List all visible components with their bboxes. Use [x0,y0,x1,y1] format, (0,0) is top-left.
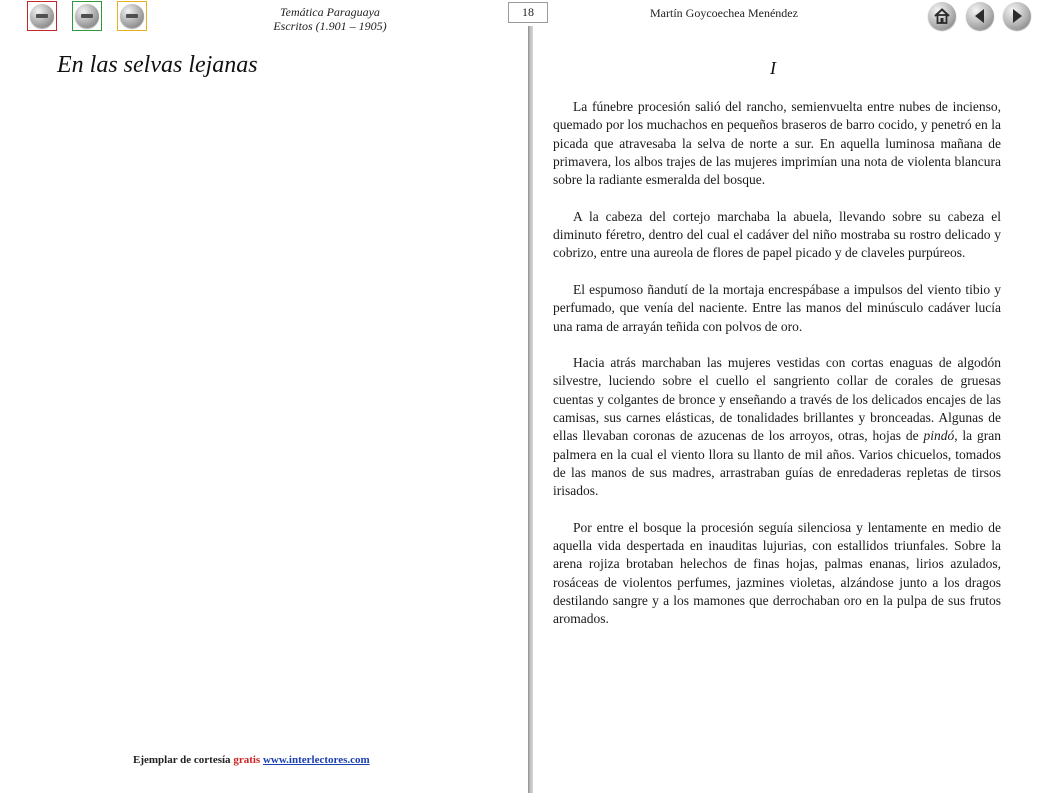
book-series: Temática Paraguaya [280,5,380,19]
story-text [553,98,1001,647]
previous-page-button[interactable] [966,2,994,30]
paragraph [553,354,1001,500]
footer-free-label: gratis [233,754,261,766]
paragraph: A la cabeza del cortejo marchaba la abuela, llevando sobre su cabeza el diminuto féretro, dentro del cual el cadáver del niño mostraba su rostro delicado y cobrizo, entre una aureola de flores de papel picado y de claveles purpúreos. [553,208,1001,261]
book-subtitle: Escritos (1.901 – 1905) [273,19,387,33]
chapter-number: I [770,58,776,78]
arrow-left-icon [966,2,994,30]
red-button[interactable] [27,1,57,31]
paragraph-text: Hacia atrás marchaban las mujeres vestidas con cortas enaguas de algodón silvestre, luciendo sobre el cuello el sangriento collar de corales de gruesas cuentas y colgantes de bronce y enseñando a través de los delicados encajes de las camisas, sus carnes elásticas, de tonalidades brillantes y bronceadas. Algunas de ellas llevaban coronas de azucenas de los arroyos, otras, hojas de [553,355,1001,444]
minus-icon [30,4,54,28]
arrow-right-icon [1003,2,1031,30]
minus-icon [120,4,144,28]
home-icon [928,2,956,30]
italic-word: pindó [923,428,955,444]
paragraph: El espumoso ñandutí de la mortaja encrespábase a impulsos del viento tibio y perfumado, que venía del naciente. Entre las manos del minúsculo cadáver lucía una rama de arrayán teñida con polvos de oro. [553,281,1001,334]
footer-courtesy [133,754,370,766]
story-title: En las selvas lejanas [57,52,258,78]
paragraph-text: , la gran palmera en la cual el viento llora su llanto de mil años. Varios chicuelos, tomados de las manos de sus madres, arrastraban guías de enredaderas repletas de tirsos irisados. [553,428,1002,499]
home-button[interactable] [928,2,956,30]
paragraph: Por entre el bosque la procesión seguía silenciosa y lentamente en medio de aquella vida despertada en inauditas lujurias, con estallidos triunfales. Sobre la arena rojiza brotaban helechos de finas hojas, palmas enanas, lirios azulados, rosáceas de violentos perfumes, jazmines violetas, alzándose junto a los dragos destilando sangre y a los mamones que derrochaban oro en la pulpa de sus frutos aromados. [553,519,1001,627]
paragraph: La fúnebre procesión salió del rancho, semienvuelta entre nubes de incienso, quemado por los muchachos en pequeños braseros de barro cocido, y penetró en la picada que atravesaba la selva de norte a sur. En aquella luminosa mañana de primavera, los albos trajes de las mujeres imprimían una nota de violenta blancura sobre la radiante esmeralda del bosque. [553,99,1001,188]
book-heading [230,5,430,33]
footer-text: Ejemplar de cortesía [133,754,231,766]
next-page-button[interactable] [1003,2,1031,30]
page-divider [528,26,533,793]
yellow-button[interactable] [117,1,147,31]
page-number: 18 [508,2,548,23]
green-button[interactable] [72,1,102,31]
author-name: Martín Goycoechea Menéndez [650,6,798,20]
minus-icon [75,4,99,28]
website-link[interactable]: www.interlectores.com [262,754,370,766]
